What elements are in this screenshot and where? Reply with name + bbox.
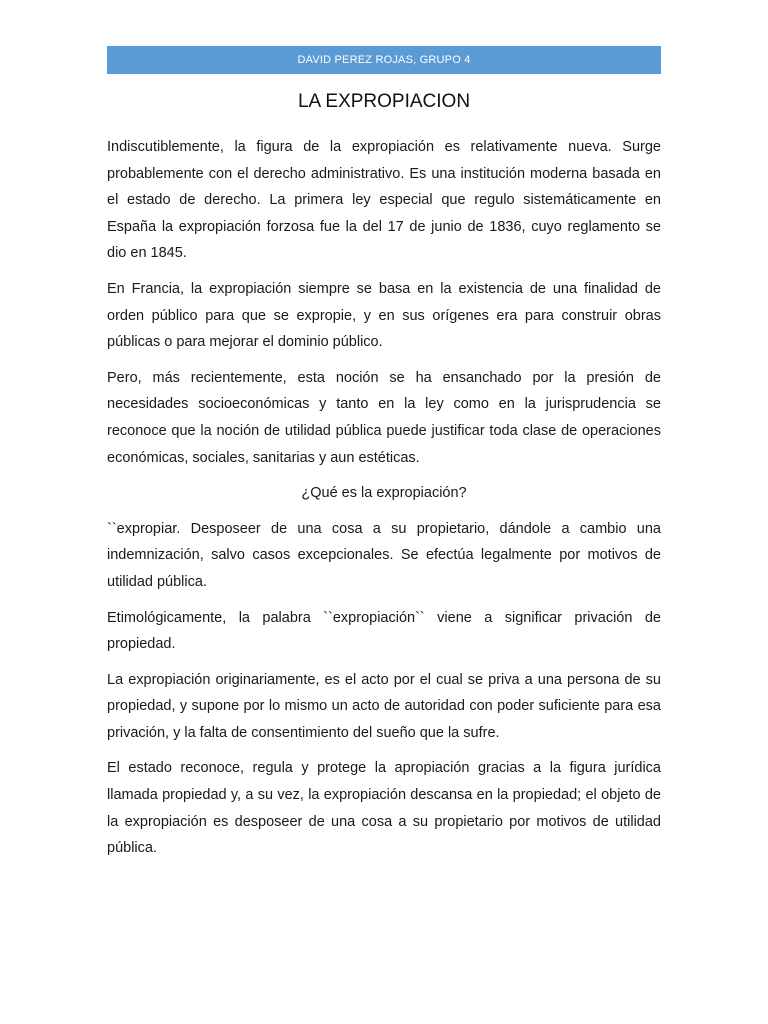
paragraph-definicion: ``expropiar. Desposeer de una cosa a su propietario, dándole a cambio una indemnización, salvo casos excepcionales. Se efectúa legalmente por motivos de utilidad pública. xyxy=(107,520,661,590)
paragraph-estado: El estado reconoce, regula y protege la apropiación gracias a la figura jurídica llamada propiedad y, a su vez, la expropiación descansa en la propiedad; el objeto de la expropiación es desposeer de una cosa a su propietario por motivos de utilidad pública. xyxy=(107,760,661,857)
document-body xyxy=(107,134,661,871)
paragraph-recientemente: Pero, más recientemente, esta noción se ha ensanchado por la presión de necesidades socioeconómicas y tanto en la ley como en la jurisprudencia se reconoce que la noción de utilidad pública puede justificar toda clase de operaciones económicas, sociales, sanitarias y aun estéticas. xyxy=(107,369,661,466)
paragraph-francia: En Francia, la expropiación siempre se basa en la existencia de una finalidad de orden público para que se expropie, y en sus orígenes era para construir obras públicas o para mejorar el dominio público. xyxy=(107,280,661,351)
paragraph-etimologia: Etimológicamente, la palabra ``expropiación`` viene a significar privación de propiedad. xyxy=(107,609,661,653)
section-question-heading: ¿Qué es la expropiación? xyxy=(301,485,467,502)
author-header-text: DAVID PEREZ ROJAS, GRUPO 4 xyxy=(297,54,471,66)
paragraph-intro: Indiscutiblemente, la figura de la expropiación es relativamente nueva. Surge probablemente con el derecho administrativo. Es una institución moderna basada en el estado de derecho. La primera ley especial que regulo sistemáticamente en España la expropiación forzosa fue la del 17 de junio de 1836, cuyo reglamento se dio en 1845. xyxy=(107,139,661,262)
document-title: LA EXPROPIACION xyxy=(297,91,471,112)
paragraph-originariamente: La expropiación originariamente, es el acto por el cual se priva a una persona de su propiedad, y supone por lo mismo un acto de autoridad con poder suficiente para esa privación, y la falta de consentimiento del sueño que la sufre. xyxy=(107,671,661,741)
author-header-band xyxy=(107,46,661,74)
